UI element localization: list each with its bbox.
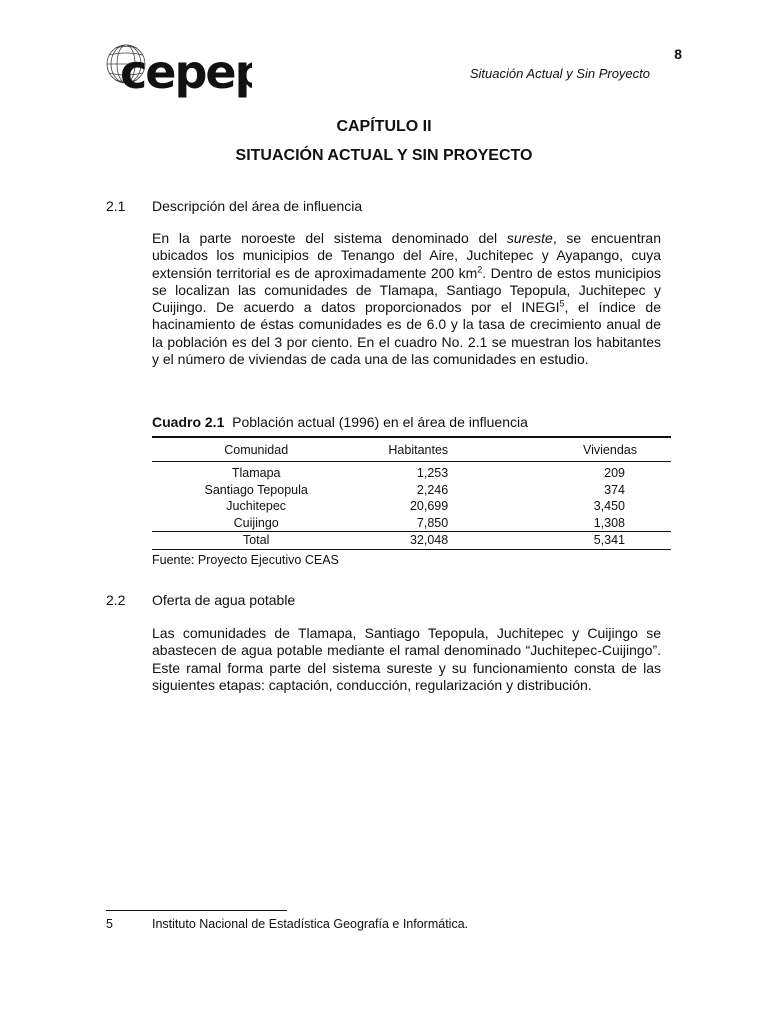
header-title: Situación Actual y Sin Proyecto (469, 66, 650, 81)
table-row: Cuijingo 7,850 1,308 (233, 515, 625, 530)
section-paragraph: Las comunidades de Tlamapa, Santiago Tepopula, Juchitepec y Cuijingo se abastecen de agua potable mediante el ramal denominado “Juchitepec-Cuijingo”. Este ramal forma parte del sistema sureste y su funcionamiento consta de las siguientes etapas: captación, conducción, regularización y distribución. (152, 625, 661, 693)
column-header: Comunidad (152, 437, 360, 462)
column-header: Habitantes (360, 437, 448, 462)
table-header-row (152, 437, 671, 462)
chapter-label: CAPÍTULO II (336, 118, 432, 135)
table-row: Juchitepec 20,699 3,450 (226, 499, 625, 514)
chapter-title: SITUACIÓN ACTUAL Y SIN PROYECTO (235, 147, 533, 164)
section-title: Oferta de agua potable (152, 592, 296, 608)
section-paragraph: En la parte noroeste del sistema denominado del sureste, se encuentran ubicados los municipios de Tenango del Aire, Juchitepec y Ayapango, cuya extensión territorial es de aproximadamente 200 $km^2$. Dentro de estos municipios se localizan las comunidades de Tlamapa, Santiago Tepopula, Juchitepec y Cuijingo. De acuerdo a datos proporcionados por el INEGI$^5$, el índice de hacinamiento de éstas comunidades es de 6.0 y la tasa de crecimiento anual de la población es del 3 por ciento. En el cuadro No. 2.1 se muestran los habitantes y el número de viviendas de cada una de las comunidades en estudio. (152, 230, 662, 368)
footnote-reference: 5 (559, 298, 565, 309)
population-table (152, 436, 671, 550)
footnote-text: Instituto Nacional de Estadística Geografía e Informática. (152, 917, 469, 931)
footnote-number: 5 (106, 917, 113, 931)
section-number: 2.1 (106, 198, 126, 214)
table-caption: Cuadro 2.1 Población actual (1996) en el área de influencia (152, 414, 528, 430)
globe-icon (106, 42, 252, 104)
section-number: 2.2 (106, 592, 126, 608)
superscript: 2 (477, 263, 483, 274)
cepep-logo (106, 42, 252, 109)
footnote-divider (106, 910, 287, 911)
column-header: Viviendas (448, 437, 671, 462)
table-total-row: Total 32,048 5,341 (152, 532, 671, 550)
page-number: 8 (674, 46, 682, 62)
section-title: Descripción del área de influencia (152, 198, 363, 214)
table-row: Tlamapa 1,253 209 (231, 466, 625, 480)
logo-text: cepep (120, 45, 252, 99)
table-row: Santiago Tepopula 2,246 374 (204, 482, 625, 497)
table-source: Fuente: Proyecto Ejecutivo CEAS (152, 553, 339, 567)
